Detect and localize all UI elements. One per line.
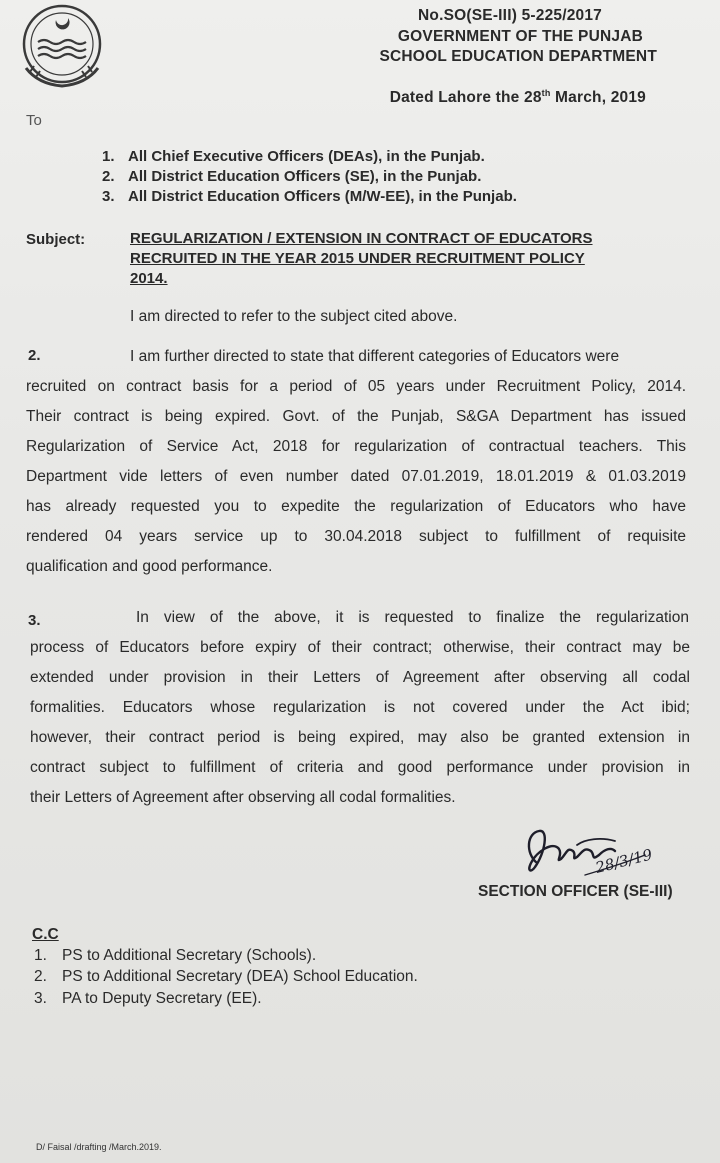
para2-line: Department vide letters of even number dated 07.01.2019, 18.01.2019 & 01.03.2019 (26, 468, 686, 485)
date-suffix: March, 2019 (550, 89, 646, 107)
cc-item (34, 968, 418, 986)
cc-text: PS to Additional Secretary (DEA) School Education. (62, 968, 418, 985)
cc-label: C.C (32, 926, 59, 943)
para2-line: qualification and good performance. (26, 558, 273, 575)
para3-line: In view of the above, it is requested to finalize the regularization (136, 609, 689, 626)
subject-line: REGULARIZATION / EXTENSION IN CONTRACT OF EDUCATORS (130, 230, 593, 247)
letter-date (390, 88, 646, 107)
addressee-number: 3. (102, 188, 115, 205)
section-officer-title: SECTION OFFICER (SE-III) (478, 883, 673, 900)
date-prefix: Dated Lahore the 28 (389, 89, 542, 107)
government-heading: GOVERNMENT OF THE PUNJAB (397, 28, 643, 45)
para2-line: rendered 04 years service up to 30.04.2018 subject to fulfillment of requisite (26, 528, 686, 545)
addressee-number: 2. (102, 168, 115, 185)
cc-number: 3. (34, 990, 47, 1007)
addressee-text: All Chief Executive Officers (DEAs), in the Punjab. (128, 148, 485, 165)
subject-label: Subject: (26, 231, 86, 248)
addressee-item (102, 168, 481, 185)
addressee-item (102, 188, 517, 205)
cc-text: PA to Deputy Secretary (EE). (62, 990, 262, 1007)
para3-line: however, their contract period is being expired, may also be granted extension in (30, 729, 690, 746)
subject-text (130, 229, 682, 289)
para2-line: has already requested you to expedite the regularization of Educators who have (26, 498, 686, 515)
addressee-number: 1. (102, 148, 115, 165)
to-label: To (26, 112, 42, 129)
para2-line: recruited on contract basis for a period of 05 years under Recruitment Policy, 2014. (26, 378, 686, 395)
drafting-reference: D/ Faisal /drafting /March.2019. (36, 1142, 162, 1152)
department-heading: SCHOOL EDUCATION DEPARTMENT (379, 48, 657, 65)
cc-item (34, 947, 316, 965)
cc-text: PS to Additional Secretary (Schools). (62, 947, 317, 964)
addressee-text: All District Education Officers (SE), in the Punjab. (128, 168, 482, 185)
subject-line: 2014. (130, 270, 168, 287)
cc-number: 2. (34, 968, 47, 985)
para3-line: process of Educators before expiry of their contract; otherwise, their contract may be (30, 639, 690, 656)
punjab-seal-logo (16, 2, 108, 94)
signature-date-note: 28/3/19 (593, 845, 655, 877)
para3-line: their Letters of Agreement after observing all codal formalities. (30, 789, 456, 806)
para2-line: Their contract is being expired. Govt. of the Punjab, S&GA Department has issued (26, 408, 686, 425)
addressee-item (102, 148, 485, 165)
paragraph-number: 3. (28, 612, 41, 629)
addressee-text: All District Education Officers (M/W-EE), in the Punjab. (128, 188, 517, 205)
cc-item (34, 990, 262, 1008)
intro-sentence: I am directed to refer to the subject cited above. (130, 308, 458, 325)
paragraph-number: 2. (28, 347, 41, 364)
para3-line: extended under provision in their Letters of Agreement after observing all codal (30, 669, 690, 686)
para3-line: formalities. Educators whose regularization is not covered under the Act ibid; (30, 699, 690, 716)
para2-line: I am further directed to state that different categories of Educators were (130, 348, 620, 365)
para3-line: contract subject to fulfillment of criteria and good performance under provision in (30, 759, 690, 776)
handwritten-signature (515, 823, 665, 885)
cc-number: 1. (34, 947, 47, 964)
reference-number: No.SO(SE-III) 5-225/2017 (418, 7, 602, 24)
para2-line: Regularization of Service Act, 2018 for regularization of contractual teachers. This (26, 438, 686, 455)
subject-line: RECRUITED IN THE YEAR 2015 UNDER RECRUITMENT POLICY (130, 250, 585, 267)
date-superscript: th (541, 88, 551, 98)
